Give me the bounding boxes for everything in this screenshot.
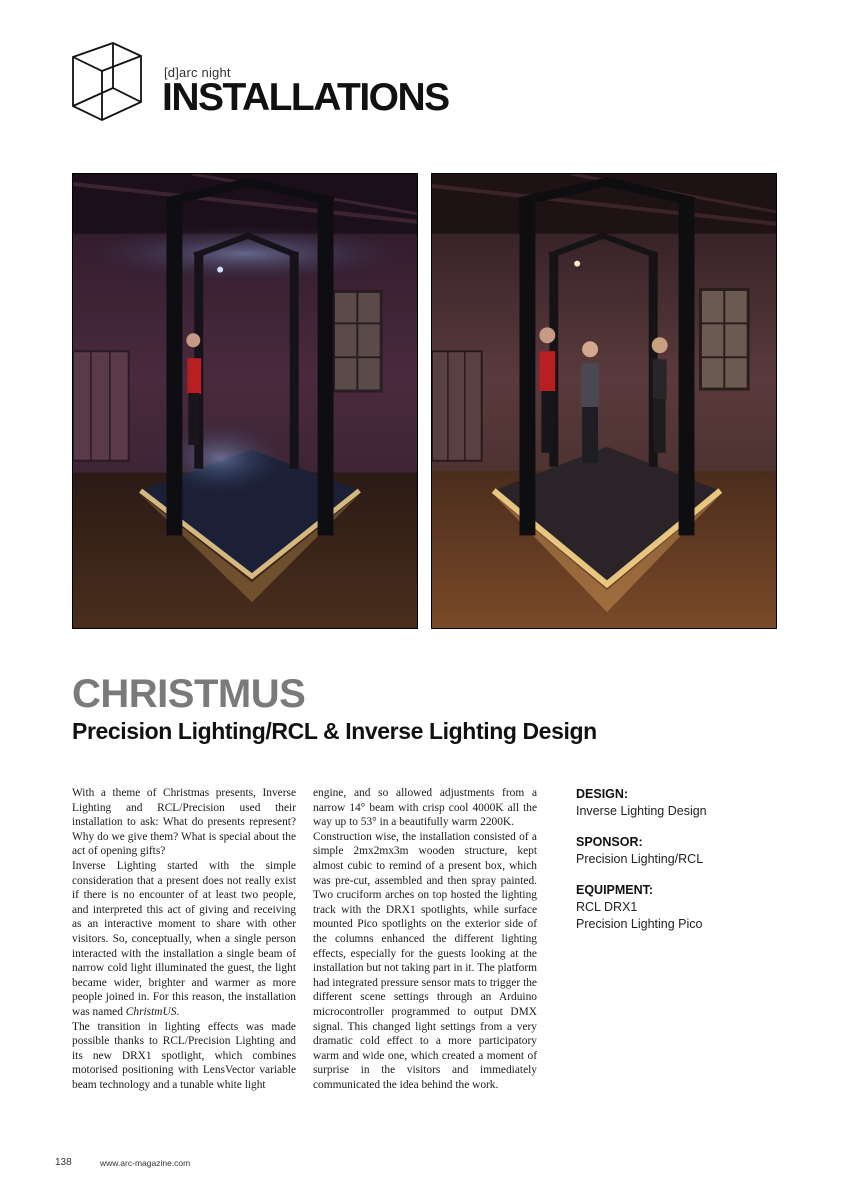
section-title: INSTALLATIONS bbox=[162, 76, 449, 119]
credit-equipment bbox=[576, 882, 796, 933]
article-subtitle: Precision Lighting/RCL & Inverse Lighting Design bbox=[72, 718, 597, 744]
body-paragraph: engine, and so allowed adjustments from a narrow 14° beam with crisp cool 4000K all the way up to 53° in a beautifully warm 2200K. bbox=[313, 787, 537, 829]
credit-design bbox=[576, 786, 796, 820]
article-title: CHRISTMUS bbox=[72, 672, 306, 716]
body-text: Inverse Lighting started with the simple consideration that a present does not really exist if there is no encounter of at least two people, and interpreted this act of giving and receiving as an interactive moment to share with other visitors. So, conceptually, when a single person interacted with the installation a single beam of narrow cold light illuminated the guest, the light became wider, brighter and warmer as more people joined in. For this reason, the installation was named bbox=[72, 859, 296, 1018]
credit-value: Inverse Lighting Design bbox=[576, 804, 707, 818]
magazine-kicker: [d]arc night bbox=[164, 65, 231, 80]
credit-sponsor bbox=[576, 834, 796, 868]
credits-sidebar bbox=[576, 786, 796, 947]
body-paragraph: With a theme of Christmas presents, Inverse Lighting and RCL/Precision used their installation to ask: What do presents represent? Why do we give them? What is special about the act of opening gifts? bbox=[72, 787, 296, 858]
installation-photo-group bbox=[431, 173, 777, 629]
credit-value: RCL DRX1 bbox=[576, 900, 638, 914]
body-paragraph: Construction wise, the installation consisted of a simple 2mx2mx3m wooden structure, kept almost cubic to remind of a present box, which was pre-cut, assembled and then spray painted. Two cruciform arches on top hosted the lighting track with the DRX1 spotlights, while surface mounted Pico spotlights on the exterior side of the columns enhanced the different lighting effects, especially for the guests looking at the installation but not taking part in it. The platform had integrated pressure sensor mats to trigger the different scene settings through an Arduino microcontroller programmed to output DMX signal. This changed light settings from a very dramatic cold effect to a more participatory warm and wide one, which created a moment of surprise in the visitors and immediately communicated the idea behind the work. bbox=[313, 830, 537, 1091]
body-paragraph bbox=[72, 859, 296, 1020]
body-paragraph: The transition in lighting effects was made possible thanks to RCL/Precision Lighting and its new DRX1 spotlight, which combines motorised positioning with LensVector variable beam technology and a tunable white light bbox=[72, 1020, 296, 1091]
credit-value: Precision Lighting Pico bbox=[576, 917, 703, 931]
cube-logo-icon bbox=[70, 40, 144, 124]
credit-label: EQUIPMENT: bbox=[576, 883, 654, 897]
credit-value: Precision Lighting/RCL bbox=[576, 852, 704, 866]
credit-label: SPONSOR: bbox=[576, 835, 643, 849]
footer-url: www.arc-magazine.com bbox=[100, 1158, 191, 1168]
body-column-2 bbox=[313, 786, 537, 1092]
installation-photo-single-person bbox=[72, 173, 418, 629]
body-column-1 bbox=[72, 786, 296, 1092]
page-number: 138 bbox=[55, 1157, 72, 1168]
body-text: . bbox=[176, 1005, 180, 1018]
credit-label: DESIGN: bbox=[576, 787, 629, 801]
installation-name: ChristmUS bbox=[125, 1005, 177, 1018]
